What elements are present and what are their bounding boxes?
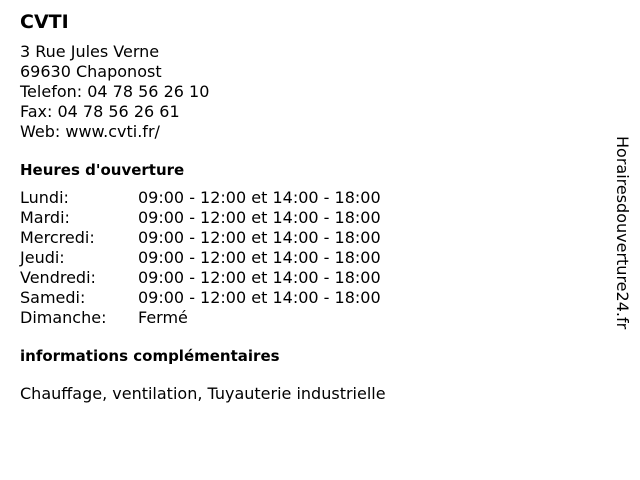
business-info: [20, 10, 580, 404]
hours-time: 09:00 - 12:00 et 14:00 - 18:00: [138, 228, 381, 247]
hours-row-mardi: [20, 208, 580, 228]
hours-time: 09:00 - 12:00 et 14:00 - 18:00: [138, 288, 381, 307]
hours-day: Dimanche:: [20, 308, 107, 327]
hours-day: Samedi:: [20, 288, 86, 307]
hours-time: 09:00 - 12:00 et 14:00 - 18:00: [138, 188, 381, 207]
hours-day: Lundi:: [20, 188, 69, 207]
fax-number: Fax: 04 78 56 26 61: [20, 102, 180, 121]
hours-time: 09:00 - 12:00 et 14:00 - 18:00: [138, 248, 381, 267]
address-line-2: 69630 Chaponost: [20, 62, 162, 81]
hours-row-lundi: [20, 188, 580, 208]
hours-day: Mercredi:: [20, 228, 95, 247]
contact-block: [20, 42, 580, 142]
website: Web: www.cvti.fr/: [20, 122, 160, 141]
info-heading: informations complémentaires: [20, 347, 280, 365]
hours-day: Mardi:: [20, 208, 70, 227]
hours-row-dimanche: [20, 308, 580, 328]
hours-row-vendredi: [20, 268, 580, 288]
info-text: Chauffage, ventilation, Tuyauterie industrielle: [20, 384, 386, 403]
hours-time: Fermé: [138, 308, 188, 327]
phone-number: Telefon: 04 78 56 26 10: [20, 82, 210, 101]
hours-heading: Heures d'ouverture: [20, 161, 185, 179]
hours-row-mercredi: [20, 228, 580, 248]
business-name: CVTI: [20, 11, 69, 33]
hours-time: 09:00 - 12:00 et 14:00 - 18:00: [138, 208, 381, 227]
hours-row-jeudi: [20, 248, 580, 268]
address-line-1: 3 Rue Jules Verne: [20, 42, 160, 61]
hours-table: [20, 188, 580, 328]
hours-day: Vendredi:: [20, 268, 96, 287]
hours-row-samedi: [20, 288, 580, 308]
hours-time: 09:00 - 12:00 et 14:00 - 18:00: [138, 268, 381, 287]
hours-day: Jeudi:: [20, 248, 65, 267]
brand-watermark: Horairesdouverture24.fr: [613, 136, 632, 330]
